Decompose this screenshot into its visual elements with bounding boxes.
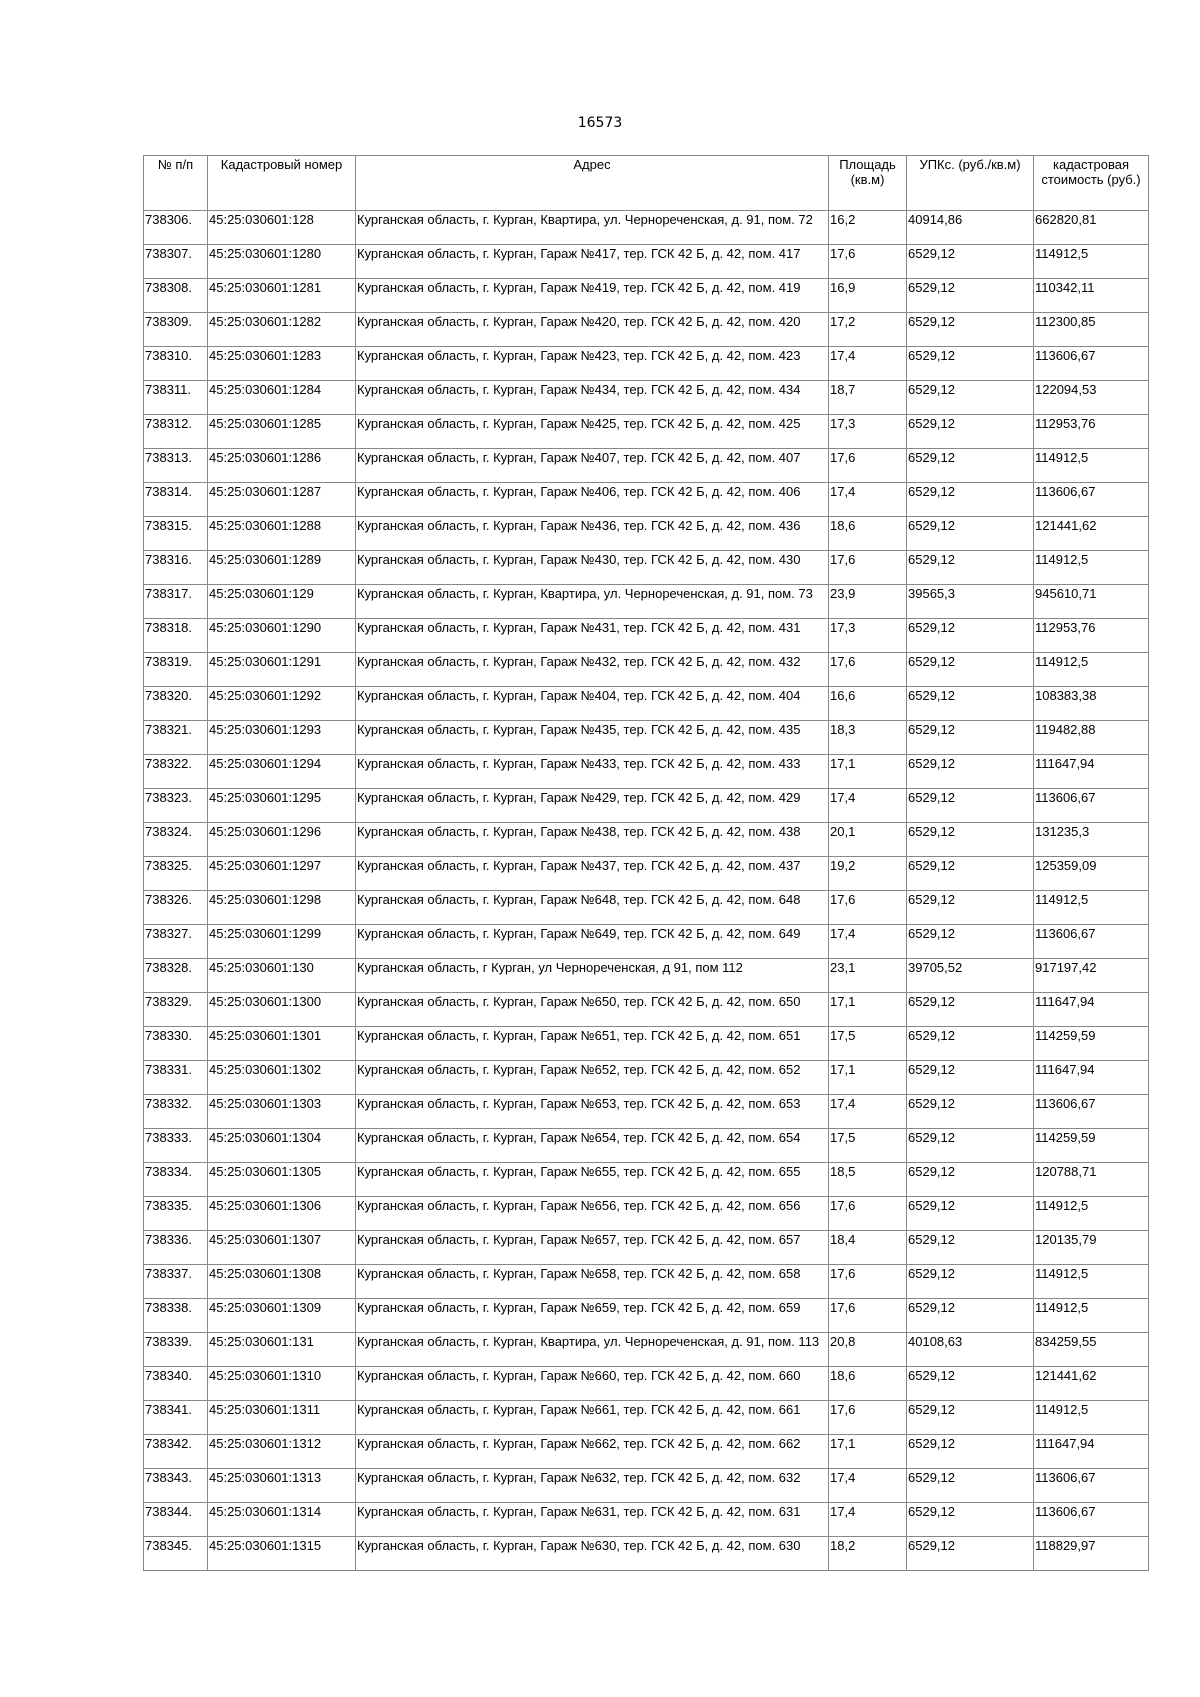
cadastral-value-cell: 662820,81 (1034, 211, 1149, 245)
area-cell: 17,1 (829, 755, 907, 789)
area-cell: 17,3 (829, 619, 907, 653)
address-cell: Курганская область, г. Курган, Гараж №630, тер. ГСК 42 Б, д. 42, пом. 630 (356, 1537, 829, 1571)
cadastral-number-cell: 45:25:030601:1283 (208, 347, 356, 381)
cadastral-number-cell: 45:25:030601:1314 (208, 1503, 356, 1537)
row-number-cell: 738323. (144, 789, 208, 823)
address-cell: Курганская область, г. Курган, Гараж №404, тер. ГСК 42 Б, д. 42, пом. 404 (356, 687, 829, 721)
address-cell: Курганская область, г. Курган, Гараж №423, тер. ГСК 42 Б, д. 42, пом. 423 (356, 347, 829, 381)
unit-value-cell: 6529,12 (907, 891, 1034, 925)
cadastral-number-cell: 45:25:030601:1286 (208, 449, 356, 483)
unit-value-cell: 6529,12 (907, 415, 1034, 449)
table-row (144, 755, 1149, 789)
address-cell: Курганская область, г. Курган, Гараж №429, тер. ГСК 42 Б, д. 42, пом. 429 (356, 789, 829, 823)
table-row (144, 1231, 1149, 1265)
cadastral-number-cell: 45:25:030601:128 (208, 211, 356, 245)
area-cell: 23,1 (829, 959, 907, 993)
unit-value-cell: 39565,3 (907, 585, 1034, 619)
cadastral-number-cell: 45:25:030601:1297 (208, 857, 356, 891)
unit-value-cell: 6529,12 (907, 517, 1034, 551)
cadastral-value-cell: 113606,67 (1034, 1503, 1149, 1537)
table-row (144, 1027, 1149, 1061)
unit-value-cell: 6529,12 (907, 925, 1034, 959)
row-number-cell: 738345. (144, 1537, 208, 1571)
address-cell: Курганская область, г. Курган, Гараж №662, тер. ГСК 42 Б, д. 42, пом. 662 (356, 1435, 829, 1469)
cadastral-number-cell: 45:25:030601:1304 (208, 1129, 356, 1163)
row-number-cell: 738341. (144, 1401, 208, 1435)
cadastral-number-cell: 45:25:030601:1296 (208, 823, 356, 857)
cadastral-number-cell: 45:25:030601:1301 (208, 1027, 356, 1061)
row-number-cell: 738339. (144, 1333, 208, 1367)
cadastral-value-cell: 114912,5 (1034, 245, 1149, 279)
address-cell: Курганская область, г. Курган, Гараж №419, тер. ГСК 42 Б, д. 42, пом. 419 (356, 279, 829, 313)
address-cell: Курганская область, г. Курган, Гараж №433, тер. ГСК 42 Б, д. 42, пом. 433 (356, 755, 829, 789)
address-cell: Курганская область, г. Курган, Гараж №420, тер. ГСК 42 Б, д. 42, пом. 420 (356, 313, 829, 347)
row-number-cell: 738344. (144, 1503, 208, 1537)
unit-value-cell: 6529,12 (907, 1129, 1034, 1163)
cadastral-value-cell: 110342,11 (1034, 279, 1149, 313)
unit-value-cell: 6529,12 (907, 789, 1034, 823)
unit-value-cell: 40108,63 (907, 1333, 1034, 1367)
address-cell: Курганская область, г. Курган, Гараж №653, тер. ГСК 42 Б, д. 42, пом. 653 (356, 1095, 829, 1129)
table-row (144, 1367, 1149, 1401)
cadastral-value-table (143, 155, 1149, 1571)
row-number-cell: 738307. (144, 245, 208, 279)
unit-value-cell: 6529,12 (907, 1435, 1034, 1469)
area-cell: 17,6 (829, 1197, 907, 1231)
area-cell: 16,6 (829, 687, 907, 721)
cadastral-value-cell: 113606,67 (1034, 789, 1149, 823)
row-number-cell: 738308. (144, 279, 208, 313)
unit-value-cell: 6529,12 (907, 1197, 1034, 1231)
area-cell: 17,4 (829, 925, 907, 959)
cadastral-value-cell: 111647,94 (1034, 755, 1149, 789)
row-number-cell: 738343. (144, 1469, 208, 1503)
table-row (144, 925, 1149, 959)
row-number-cell: 738328. (144, 959, 208, 993)
cadastral-number-cell: 45:25:030601:1287 (208, 483, 356, 517)
cadastral-number-cell: 45:25:030601:1289 (208, 551, 356, 585)
table-row (144, 1129, 1149, 1163)
table-row (144, 823, 1149, 857)
table-row (144, 687, 1149, 721)
table-row (144, 381, 1149, 415)
row-number-cell: 738318. (144, 619, 208, 653)
table-row (144, 1333, 1149, 1367)
table-row (144, 653, 1149, 687)
row-number-cell: 738326. (144, 891, 208, 925)
unit-value-cell: 39705,52 (907, 959, 1034, 993)
row-number-cell: 738330. (144, 1027, 208, 1061)
row-number-cell: 738313. (144, 449, 208, 483)
unit-value-cell: 6529,12 (907, 1537, 1034, 1571)
address-cell: Курганская область, г. Курган, Гараж №651, тер. ГСК 42 Б, д. 42, пом. 651 (356, 1027, 829, 1061)
header-cadastral-value: кадастровая стоимость (руб.) (1034, 156, 1149, 211)
cadastral-number-cell: 45:25:030601:1309 (208, 1299, 356, 1333)
address-cell: Курганская область, г. Курган, Гараж №656, тер. ГСК 42 Б, д. 42, пом. 656 (356, 1197, 829, 1231)
row-number-cell: 738315. (144, 517, 208, 551)
table-row (144, 1163, 1149, 1197)
area-cell: 18,6 (829, 1367, 907, 1401)
table-row (144, 1265, 1149, 1299)
row-number-cell: 738337. (144, 1265, 208, 1299)
row-number-cell: 738321. (144, 721, 208, 755)
cadastral-number-cell: 45:25:030601:1313 (208, 1469, 356, 1503)
cadastral-value-cell: 121441,62 (1034, 1367, 1149, 1401)
table-row (144, 1095, 1149, 1129)
area-cell: 20,8 (829, 1333, 907, 1367)
area-cell: 16,9 (829, 279, 907, 313)
unit-value-cell: 6529,12 (907, 1367, 1034, 1401)
row-number-cell: 738310. (144, 347, 208, 381)
row-number-cell: 738316. (144, 551, 208, 585)
table-row (144, 245, 1149, 279)
unit-value-cell: 6529,12 (907, 551, 1034, 585)
area-cell: 17,4 (829, 789, 907, 823)
table-row (144, 449, 1149, 483)
cadastral-number-cell: 45:25:030601:1299 (208, 925, 356, 959)
unit-value-cell: 6529,12 (907, 449, 1034, 483)
cadastral-value-cell: 118829,97 (1034, 1537, 1149, 1571)
unit-value-cell: 6529,12 (907, 483, 1034, 517)
area-cell: 17,6 (829, 653, 907, 687)
unit-value-cell: 6529,12 (907, 313, 1034, 347)
row-number-cell: 738329. (144, 993, 208, 1027)
table-row (144, 619, 1149, 653)
cadastral-value-cell: 120788,71 (1034, 1163, 1149, 1197)
cadastral-number-cell: 45:25:030601:1282 (208, 313, 356, 347)
header-unit-value: УПКс. (руб./кв.м) (907, 156, 1034, 211)
cadastral-value-cell: 114912,5 (1034, 1197, 1149, 1231)
cadastral-number-cell: 45:25:030601:129 (208, 585, 356, 619)
area-cell: 17,1 (829, 1435, 907, 1469)
area-cell: 17,5 (829, 1129, 907, 1163)
address-cell: Курганская область, г. Курган, Гараж №425, тер. ГСК 42 Б, д. 42, пом. 425 (356, 415, 829, 449)
row-number-cell: 738340. (144, 1367, 208, 1401)
row-number-cell: 738322. (144, 755, 208, 789)
row-number-cell: 738335. (144, 1197, 208, 1231)
table-row (144, 1299, 1149, 1333)
table-row (144, 1537, 1149, 1571)
unit-value-cell: 6529,12 (907, 857, 1034, 891)
cadastral-value-cell: 111647,94 (1034, 1061, 1149, 1095)
address-cell: Курганская область, г. Курган, Гараж №660, тер. ГСК 42 Б, д. 42, пом. 660 (356, 1367, 829, 1401)
header-area: Площадь (кв.м) (829, 156, 907, 211)
unit-value-cell: 40914,86 (907, 211, 1034, 245)
unit-value-cell: 6529,12 (907, 381, 1034, 415)
cadastral-number-cell: 45:25:030601:1295 (208, 789, 356, 823)
unit-value-cell: 6529,12 (907, 1163, 1034, 1197)
table-row (144, 347, 1149, 381)
cadastral-value-cell: 113606,67 (1034, 925, 1149, 959)
cadastral-number-cell: 45:25:030601:1293 (208, 721, 356, 755)
unit-value-cell: 6529,12 (907, 1095, 1034, 1129)
table-row (144, 585, 1149, 619)
cadastral-number-cell: 45:25:030601:1280 (208, 245, 356, 279)
header-cadastral-number: Кадастровый номер (208, 156, 356, 211)
unit-value-cell: 6529,12 (907, 653, 1034, 687)
table-row (144, 517, 1149, 551)
unit-value-cell: 6529,12 (907, 1401, 1034, 1435)
address-cell: Курганская область, г. Курган, Гараж №406, тер. ГСК 42 Б, д. 42, пом. 406 (356, 483, 829, 517)
table-row (144, 1435, 1149, 1469)
cadastral-value-cell: 131235,3 (1034, 823, 1149, 857)
area-cell: 17,2 (829, 313, 907, 347)
cadastral-number-cell: 45:25:030601:1307 (208, 1231, 356, 1265)
row-number-cell: 738312. (144, 415, 208, 449)
row-number-cell: 738327. (144, 925, 208, 959)
row-number-cell: 738306. (144, 211, 208, 245)
cadastral-number-cell: 45:25:030601:1312 (208, 1435, 356, 1469)
area-cell: 18,3 (829, 721, 907, 755)
table-row (144, 279, 1149, 313)
table-row (144, 483, 1149, 517)
address-cell: Курганская область, г. Курган, Гараж №652, тер. ГСК 42 Б, д. 42, пом. 652 (356, 1061, 829, 1095)
unit-value-cell: 6529,12 (907, 347, 1034, 381)
area-cell: 18,2 (829, 1537, 907, 1571)
cadastral-value-cell: 108383,38 (1034, 687, 1149, 721)
unit-value-cell: 6529,12 (907, 687, 1034, 721)
unit-value-cell: 6529,12 (907, 1061, 1034, 1095)
area-cell: 17,5 (829, 1027, 907, 1061)
area-cell: 17,6 (829, 1265, 907, 1299)
cadastral-value-cell: 114912,5 (1034, 449, 1149, 483)
table-body (144, 211, 1149, 1571)
address-cell: Курганская область, г. Курган, Квартира, ул. Черноречeнская, д. 91, пом. 73 (356, 585, 829, 619)
address-cell: Курганская область, г. Курган, Гараж №436, тер. ГСК 42 Б, д. 42, пом. 436 (356, 517, 829, 551)
table-row (144, 1061, 1149, 1095)
cadastral-number-cell: 45:25:030601:1315 (208, 1537, 356, 1571)
row-number-cell: 738342. (144, 1435, 208, 1469)
cadastral-value-cell: 122094,53 (1034, 381, 1149, 415)
row-number-cell: 738324. (144, 823, 208, 857)
address-cell: Курганская область, г. Курган, Гараж №657, тер. ГСК 42 Б, д. 42, пом. 657 (356, 1231, 829, 1265)
table-row (144, 1503, 1149, 1537)
area-cell: 17,6 (829, 449, 907, 483)
area-cell: 18,5 (829, 1163, 907, 1197)
table-row (144, 857, 1149, 891)
table-row (144, 891, 1149, 925)
unit-value-cell: 6529,12 (907, 993, 1034, 1027)
address-cell: Курганская область, г. Курган, Гараж №432, тер. ГСК 42 Б, д. 42, пом. 432 (356, 653, 829, 687)
area-cell: 20,1 (829, 823, 907, 857)
cadastral-number-cell: 45:25:030601:1300 (208, 993, 356, 1027)
cadastral-number-cell: 45:25:030601:1306 (208, 1197, 356, 1231)
table-row (144, 721, 1149, 755)
cadastral-value-cell: 834259,55 (1034, 1333, 1149, 1367)
address-cell: Курганская область, г. Курган, Гараж №659, тер. ГСК 42 Б, д. 42, пом. 659 (356, 1299, 829, 1333)
cadastral-value-cell: 111647,94 (1034, 1435, 1149, 1469)
address-cell: Курганская область, г. Курган, Гараж №407, тер. ГСК 42 Б, д. 42, пом. 407 (356, 449, 829, 483)
address-cell: Курганская область, г. Курган, Гараж №648, тер. ГСК 42 Б, д. 42, пом. 648 (356, 891, 829, 925)
address-cell: Курганская область, г. Курган, Квартира, ул. Черноречeнская, д. 91, пом. 72 (356, 211, 829, 245)
area-cell: 18,7 (829, 381, 907, 415)
cadastral-number-cell: 45:25:030601:1285 (208, 415, 356, 449)
area-cell: 18,6 (829, 517, 907, 551)
address-cell: Курганская область, г. Курган, Гараж №661, тер. ГСК 42 Б, д. 42, пом. 661 (356, 1401, 829, 1435)
row-number-cell: 738336. (144, 1231, 208, 1265)
address-cell: Курганская область, г. Курган, Гараж №632, тер. ГСК 42 Б, д. 42, пом. 632 (356, 1469, 829, 1503)
cadastral-value-cell: 114912,5 (1034, 653, 1149, 687)
address-cell: Курганская область, г. Курган, Гараж №434, тер. ГСК 42 Б, д. 42, пом. 434 (356, 381, 829, 415)
row-number-cell: 738320. (144, 687, 208, 721)
cadastral-number-cell: 45:25:030601:1284 (208, 381, 356, 415)
area-cell: 17,6 (829, 1299, 907, 1333)
header-number: № п/п (144, 156, 208, 211)
table-row (144, 211, 1149, 245)
page-number: 16573 (577, 115, 623, 131)
unit-value-cell: 6529,12 (907, 721, 1034, 755)
cadastral-number-cell: 45:25:030601:1298 (208, 891, 356, 925)
unit-value-cell: 6529,12 (907, 1027, 1034, 1061)
unit-value-cell: 6529,12 (907, 1265, 1034, 1299)
address-cell: Курганская область, г. Курган, Гараж №430, тер. ГСК 42 Б, д. 42, пом. 430 (356, 551, 829, 585)
cadastral-value-cell: 119482,88 (1034, 721, 1149, 755)
table-header-row (144, 156, 1149, 211)
row-number-cell: 738331. (144, 1061, 208, 1095)
row-number-cell: 738332. (144, 1095, 208, 1129)
address-cell: Курганская область, г. Курган, Гараж №658, тер. ГСК 42 Б, д. 42, пом. 658 (356, 1265, 829, 1299)
table-row (144, 1469, 1149, 1503)
cadastral-value-cell: 114912,5 (1034, 551, 1149, 585)
cadastral-value-cell: 112953,76 (1034, 415, 1149, 449)
cadastral-number-cell: 45:25:030601:1310 (208, 1367, 356, 1401)
cadastral-value-cell: 112953,76 (1034, 619, 1149, 653)
cadastral-value-cell: 114259,59 (1034, 1129, 1149, 1163)
area-cell: 17,4 (829, 1503, 907, 1537)
area-cell: 17,4 (829, 1095, 907, 1129)
address-cell: Курганская область, г. Курган, Гараж №649, тер. ГСК 42 Б, д. 42, пом. 649 (356, 925, 829, 959)
area-cell: 17,6 (829, 245, 907, 279)
unit-value-cell: 6529,12 (907, 1503, 1034, 1537)
unit-value-cell: 6529,12 (907, 755, 1034, 789)
area-cell: 17,6 (829, 1401, 907, 1435)
cadastral-value-cell: 113606,67 (1034, 1095, 1149, 1129)
address-cell: Курганская область, г. Курган, Гараж №654, тер. ГСК 42 Б, д. 42, пом. 654 (356, 1129, 829, 1163)
cadastral-number-cell: 45:25:030601:1294 (208, 755, 356, 789)
row-number-cell: 738338. (144, 1299, 208, 1333)
address-cell: Курганская область, г. Курган, Гараж №431, тер. ГСК 42 Б, д. 42, пом. 431 (356, 619, 829, 653)
cadastral-value-cell: 125359,09 (1034, 857, 1149, 891)
table-row (144, 1401, 1149, 1435)
cadastral-value-cell: 113606,67 (1034, 347, 1149, 381)
table-row (144, 789, 1149, 823)
address-cell: Курганская область, г Курган, ул Черноречeнская, д 91, пом 112 (356, 959, 829, 993)
unit-value-cell: 6529,12 (907, 279, 1034, 313)
table-row (144, 415, 1149, 449)
area-cell: 17,1 (829, 1061, 907, 1095)
cadastral-number-cell: 45:25:030601:130 (208, 959, 356, 993)
cadastral-value-cell: 114912,5 (1034, 1299, 1149, 1333)
cadastral-number-cell: 45:25:030601:1303 (208, 1095, 356, 1129)
table-row (144, 993, 1149, 1027)
table-row (144, 959, 1149, 993)
cadastral-number-cell: 45:25:030601:131 (208, 1333, 356, 1367)
unit-value-cell: 6529,12 (907, 619, 1034, 653)
cadastral-value-cell: 917197,42 (1034, 959, 1149, 993)
cadastral-value-cell: 114912,5 (1034, 1401, 1149, 1435)
row-number-cell: 738333. (144, 1129, 208, 1163)
cadastral-number-cell: 45:25:030601:1302 (208, 1061, 356, 1095)
address-cell: Курганская область, г. Курган, Гараж №437, тер. ГСК 42 Б, д. 42, пом. 437 (356, 857, 829, 891)
cadastral-number-cell: 45:25:030601:1311 (208, 1401, 356, 1435)
cadastral-value-cell: 112300,85 (1034, 313, 1149, 347)
cadastral-number-cell: 45:25:030601:1288 (208, 517, 356, 551)
cadastral-number-cell: 45:25:030601:1291 (208, 653, 356, 687)
cadastral-value-cell: 114259,59 (1034, 1027, 1149, 1061)
area-cell: 17,3 (829, 415, 907, 449)
address-cell: Курганская область, г. Курган, Гараж №417, тер. ГСК 42 Б, д. 42, пом. 417 (356, 245, 829, 279)
area-cell: 16,2 (829, 211, 907, 245)
row-number-cell: 738309. (144, 313, 208, 347)
address-cell: Курганская область, г. Курган, Гараж №650, тер. ГСК 42 Б, д. 42, пом. 650 (356, 993, 829, 1027)
unit-value-cell: 6529,12 (907, 1469, 1034, 1503)
cadastral-value-cell: 120135,79 (1034, 1231, 1149, 1265)
cadastral-value-cell: 945610,71 (1034, 585, 1149, 619)
area-cell: 17,6 (829, 551, 907, 585)
cadastral-value-cell: 113606,67 (1034, 1469, 1149, 1503)
address-cell: Курганская область, г. Курган, Гараж №631, тер. ГСК 42 Б, д. 42, пом. 631 (356, 1503, 829, 1537)
cadastral-value-cell: 121441,62 (1034, 517, 1149, 551)
row-number-cell: 738311. (144, 381, 208, 415)
cadastral-value-cell: 114912,5 (1034, 1265, 1149, 1299)
unit-value-cell: 6529,12 (907, 1231, 1034, 1265)
row-number-cell: 738317. (144, 585, 208, 619)
cadastral-value-cell: 111647,94 (1034, 993, 1149, 1027)
table-row (144, 313, 1149, 347)
cadastral-number-cell: 45:25:030601:1290 (208, 619, 356, 653)
table-row (144, 1197, 1149, 1231)
area-cell: 17,4 (829, 483, 907, 517)
row-number-cell: 738314. (144, 483, 208, 517)
cadastral-value-cell: 114912,5 (1034, 891, 1149, 925)
row-number-cell: 738334. (144, 1163, 208, 1197)
address-cell: Курганская область, г. Курган, Гараж №655, тер. ГСК 42 Б, д. 42, пом. 655 (356, 1163, 829, 1197)
area-cell: 18,4 (829, 1231, 907, 1265)
table-row (144, 551, 1149, 585)
area-cell: 17,4 (829, 1469, 907, 1503)
address-cell: Курганская область, г. Курган, Гараж №438, тер. ГСК 42 Б, д. 42, пом. 438 (356, 823, 829, 857)
area-cell: 23,9 (829, 585, 907, 619)
address-cell: Курганская область, г. Курган, Квартира, ул. Черноречeнская, д. 91, пом. 113 (356, 1333, 829, 1367)
address-cell: Курганская область, г. Курган, Гараж №435, тер. ГСК 42 Б, д. 42, пом. 435 (356, 721, 829, 755)
unit-value-cell: 6529,12 (907, 823, 1034, 857)
area-cell: 17,6 (829, 891, 907, 925)
unit-value-cell: 6529,12 (907, 1299, 1034, 1333)
header-address: Адрес (356, 156, 829, 211)
area-cell: 17,1 (829, 993, 907, 1027)
cadastral-number-cell: 45:25:030601:1305 (208, 1163, 356, 1197)
row-number-cell: 738319. (144, 653, 208, 687)
cadastral-value-cell: 113606,67 (1034, 483, 1149, 517)
row-number-cell: 738325. (144, 857, 208, 891)
area-cell: 17,4 (829, 347, 907, 381)
area-cell: 19,2 (829, 857, 907, 891)
cadastral-number-cell: 45:25:030601:1281 (208, 279, 356, 313)
cadastral-number-cell: 45:25:030601:1308 (208, 1265, 356, 1299)
unit-value-cell: 6529,12 (907, 245, 1034, 279)
cadastral-number-cell: 45:25:030601:1292 (208, 687, 356, 721)
